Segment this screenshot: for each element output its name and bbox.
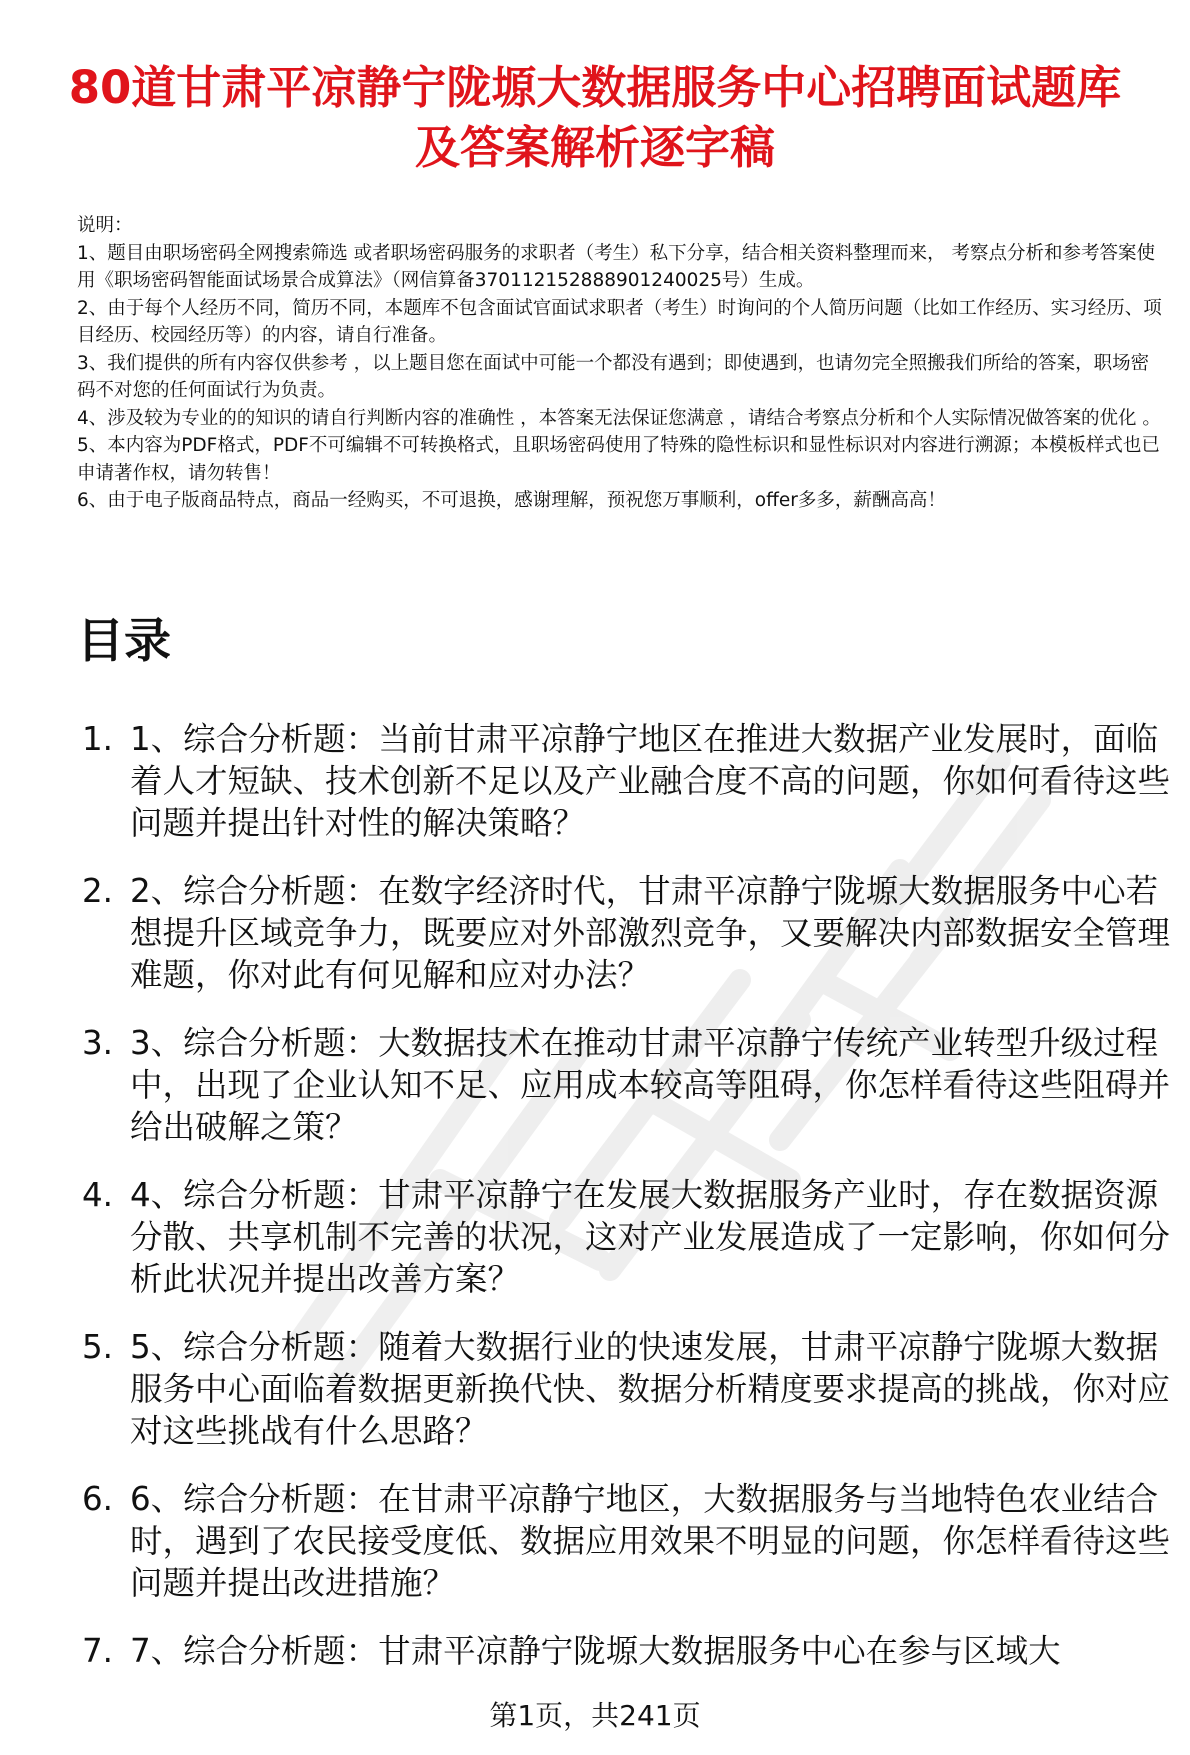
toc-item-text: 6、综合分析题：在甘肃平凉静宁地区，大数据服务与当地特色农业结合时，遇到了农民接受度低、数据应用效果不明显的问题，你怎样看待这些问题并提出改进措施？ (130, 1480, 1171, 1602)
toc-heading: 目录 (77, 614, 171, 669)
document-title: 80道甘肃平凉静宁陇塬大数据服务中心招聘面试题库及答案解析逐字稿 (68, 61, 1122, 174)
toc-item-number: 5. (82, 1328, 114, 1366)
instructions-heading: 说明： (77, 215, 133, 236)
instruction-item: 5、本内容为PDF格式，PDF不可编辑不可转换格式，且职场密码使用了特殊的隐性标识和显性标识对内容进行溯源；本模板样式也已申请著作权，请勿转售！ (77, 435, 1160, 484)
toc-item[interactable] (82, 1478, 1172, 1604)
toc-item-text: 3、综合分析题：大数据技术在推动甘肃平凉静宁传统产业转型升级过程中，出现了企业认知不足、应用成本较高等阻碍，你怎样看待这些阻碍并给出破解之策？ (130, 1024, 1171, 1146)
instruction-item: 1、题目由职场密码全网搜索筛选 或者职场密码服务的求职者（考生）私下分享，结合相关资料整理而来， 考察点分析和参考答案使用《职场密码智能面试场景合成算法》（网信算备370112152888901240025号）生成。 (77, 242, 1156, 291)
toc-item-text: 2、综合分析题：在数字经济时代，甘肃平凉静宁陇塬大数据服务中心若想提升区域竞争力，既要应对外部激烈竞争，又要解决内部数据安全管理难题，你对此有何见解和应对办法？ (130, 872, 1171, 994)
table-of-contents (82, 718, 1172, 1698)
instruction-item: 3、我们提供的所有内容仅供参考 ，以上题目您在面试中可能一个都没有遇到；即使遇到，也请勿完全照搬我们所给的答案，职场密码不对您的任何面试行为负责。 (77, 352, 1150, 401)
toc-item-text: 1、综合分析题：当前甘肃平凉静宁地区在推进大数据产业发展时，面临着人才短缺、技术创新不足以及产业融合度不高的问题，你如何看待这些问题并提出针对性的解决策略？ (130, 720, 1171, 842)
toc-item[interactable] (82, 718, 1172, 844)
toc-item-text: 7、综合分析题：甘肃平凉静宁陇塬大数据服务中心在参与区域大 (130, 1632, 1061, 1670)
toc-item-number: 1. (82, 720, 114, 758)
toc-item[interactable] (82, 1022, 1172, 1148)
toc-item-text: 5、综合分析题：随着大数据行业的快速发展，甘肃平凉静宁陇塬大数据服务中心面临着数据更新换代快、数据分析精度要求提高的挑战，你对应对这些挑战有什么思路？ (130, 1328, 1171, 1450)
instruction-item: 6、由于电子版商品特点，商品一经购买，不可退换，感谢理解，预祝您万事顺利，offer多多，薪酬高高！ (77, 490, 946, 511)
toc-item-number: 2. (82, 872, 114, 910)
instruction-item: 4、涉及较为专业的的知识的请自行判断内容的准确性 ，本答案无法保证您满意 ，请结合考察点分析和个人实际情况做答案的优化 。 (77, 407, 1161, 429)
toc-item-text: 4、综合分析题：甘肃平凉静宁在发展大数据服务产业时，存在数据资源分散、共享机制不完善的状况，这对产业发展造成了一定影响，你如何分析此状况并提出改善方案？ (130, 1176, 1171, 1298)
toc-item-number: 7. (82, 1632, 114, 1670)
toc-item-number: 3. (82, 1024, 114, 1062)
page-number-footer: 第1页，共241页 (489, 1699, 701, 1732)
toc-item-number: 4. (82, 1176, 114, 1214)
toc-item[interactable] (82, 1174, 1172, 1300)
instructions-block (77, 212, 1167, 515)
toc-item[interactable] (82, 870, 1172, 996)
toc-item[interactable] (82, 1630, 1172, 1672)
toc-item-number: 6. (82, 1480, 114, 1518)
instruction-item: 2、由于每个人经历不同，简历不同，本题库不包含面试官面试求职者（考生）时询问的个人简历问题（比如工作经历、实习经历、项目经历、校园经历等）的内容，请自行准备。 (77, 297, 1162, 346)
toc-item[interactable] (82, 1326, 1172, 1452)
